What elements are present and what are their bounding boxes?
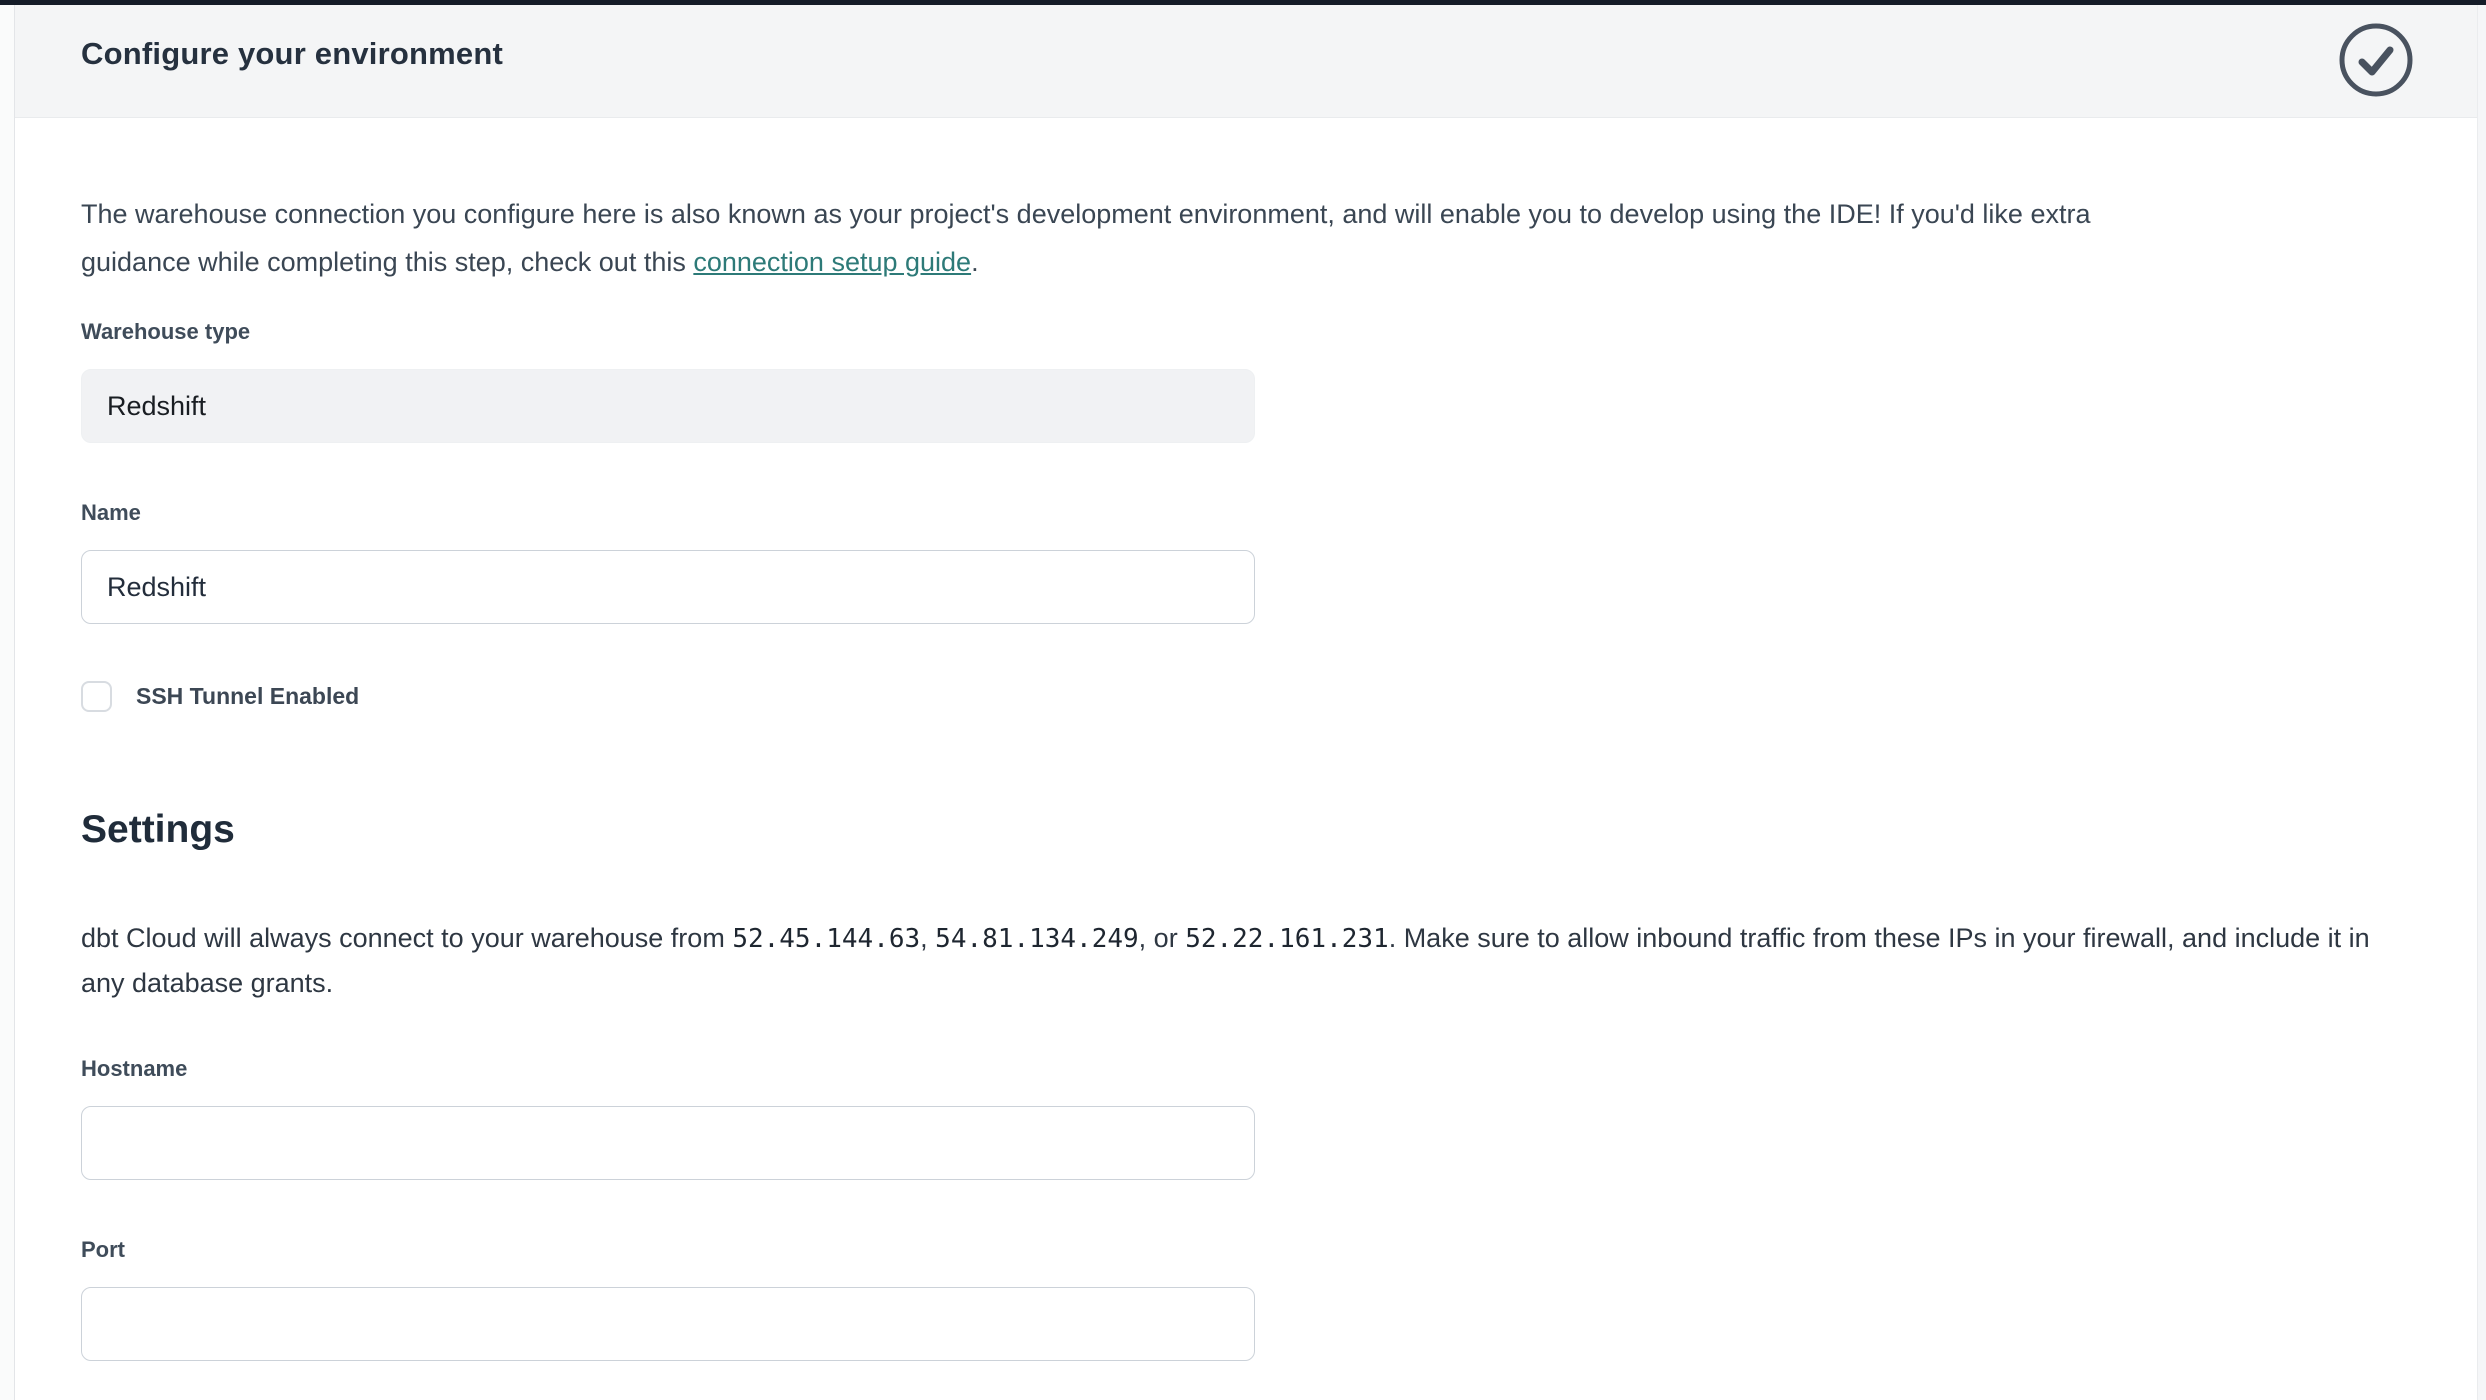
intro-paragraph: [81, 190, 2397, 286]
port-field: [81, 1236, 2397, 1361]
ssh-tunnel-checkbox[interactable]: [81, 681, 112, 712]
intro-line2-suffix: .: [971, 247, 979, 277]
panel-body: [15, 190, 2477, 1361]
settings-note-sep2: , or: [1138, 923, 1186, 953]
settings-note-prefix: dbt Cloud will always connect to your warehouse from: [81, 923, 733, 953]
name-field: [81, 499, 2397, 624]
warehouse-type-field: [81, 318, 2397, 443]
settings-heading: Settings: [81, 808, 235, 851]
hostname-label: Hostname: [81, 1056, 188, 1081]
page-left-gutter: [0, 5, 15, 1400]
name-label: Name: [81, 500, 141, 525]
configure-environment-panel: [15, 5, 2477, 1400]
settings-note-sep1: ,: [920, 923, 936, 953]
page-title: Configure your environment: [81, 36, 504, 71]
warehouse-type-value: Redshift: [107, 390, 207, 421]
hostname-field: [81, 1055, 2397, 1180]
name-input[interactable]: [81, 550, 1255, 624]
port-input[interactable]: [81, 1287, 1255, 1361]
ip-address-3: 52.22.161.231: [1185, 924, 1389, 954]
connection-setup-guide-link[interactable]: connection setup guide: [693, 247, 972, 277]
scrollbar-track[interactable]: [2477, 5, 2486, 1400]
ssh-tunnel-label: SSH Tunnel Enabled: [136, 683, 360, 709]
warehouse-type-select[interactable]: [81, 369, 1255, 443]
settings-note-suffix1: . Make sure to allow inbound traffic from these IPs in your firewall, and include it in: [1388, 923, 2370, 953]
settings-note: [81, 916, 2397, 1005]
ip-address-2: 54.81.134.249: [935, 924, 1139, 954]
intro-line1: The warehouse connection you configure here is also known as your project's development environment, and will enable you to develop using the IDE! If you'd like extra: [81, 199, 2091, 229]
ssh-tunnel-row: [81, 681, 2397, 712]
top-accent-bar: [0, 0, 2486, 5]
ip-address-1: 52.45.144.63: [732, 924, 921, 954]
panel-header[interactable]: [15, 5, 2477, 118]
port-label: Port: [81, 1237, 125, 1262]
settings-note-suffix2: any database grants.: [81, 968, 334, 998]
check-circle-icon[interactable]: [2337, 21, 2415, 99]
hostname-input[interactable]: [81, 1106, 1255, 1180]
warehouse-type-label: Warehouse type: [81, 319, 251, 344]
intro-line2-prefix: guidance while completing this step, check out this: [81, 247, 694, 277]
